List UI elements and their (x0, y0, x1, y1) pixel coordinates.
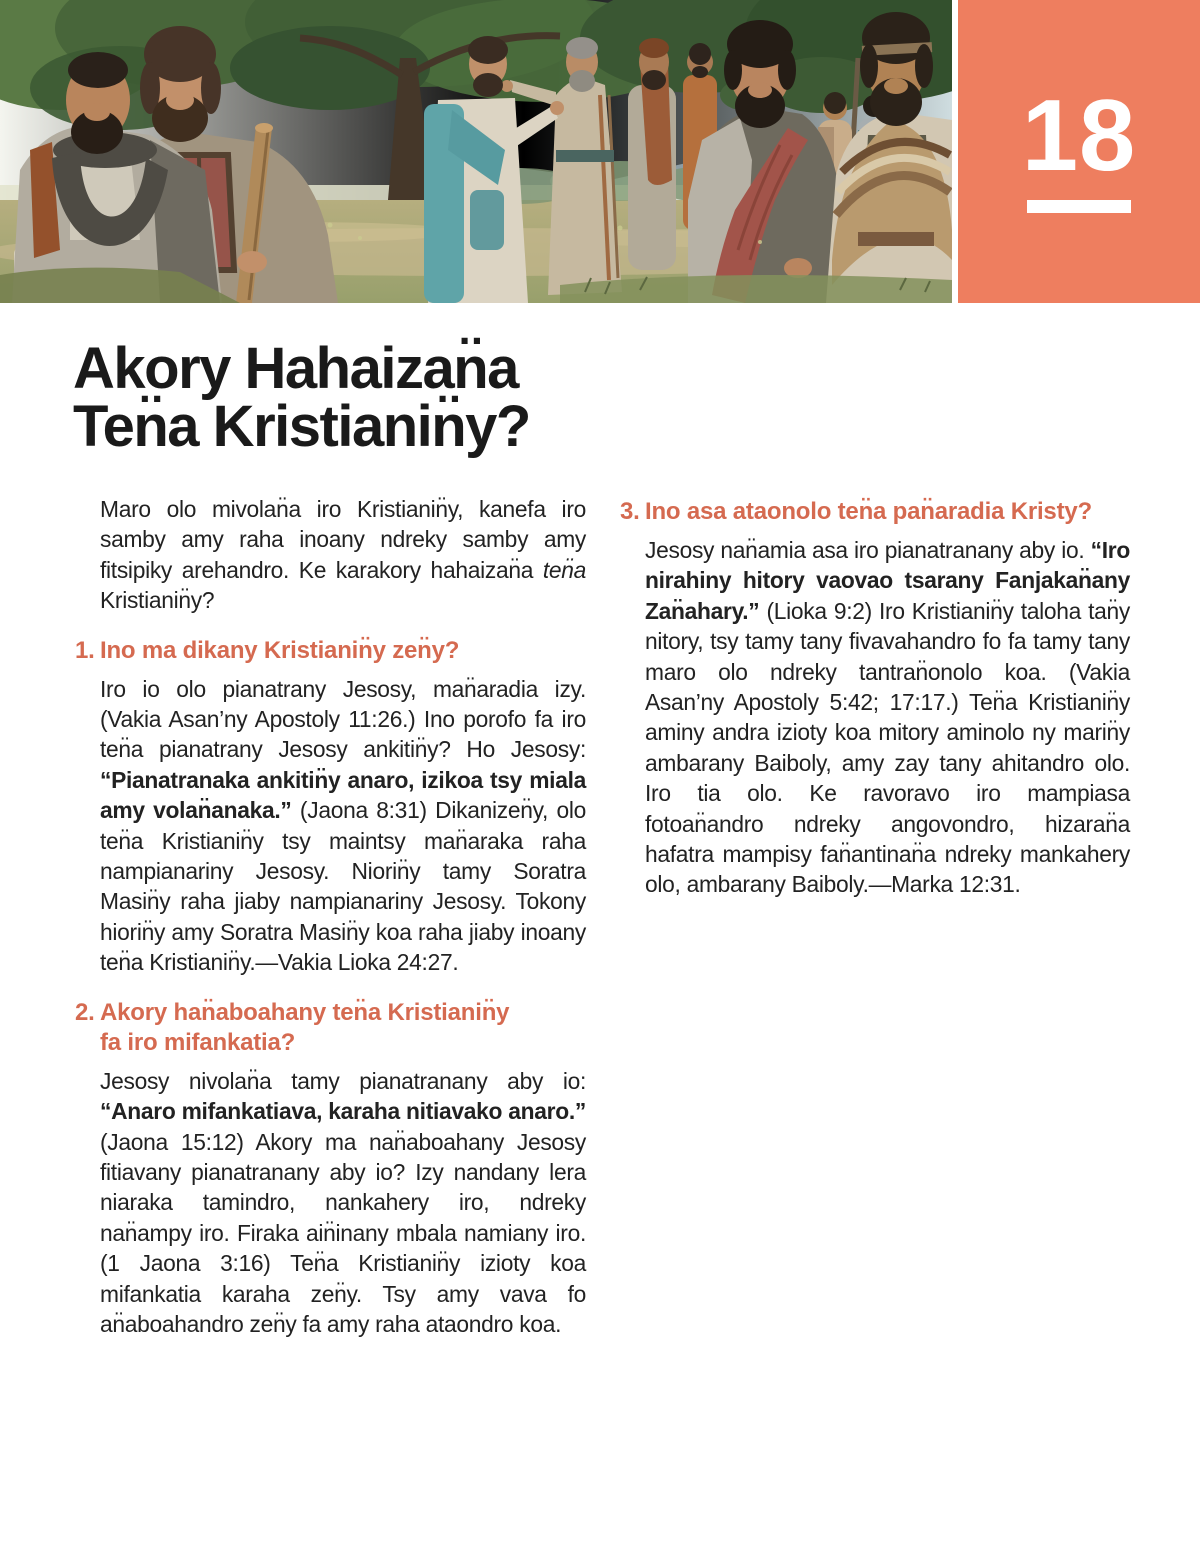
left-column (75, 494, 586, 1339)
question-1-paragraph: Iro io olo pianatrany Jesosy, man̈aradia izy. (Vakia Asan’ny Apostoly 11:26.) Ino porofo fa iro ten̈a pianatrany Jesosy ankitin̈y? Ho Jesosy: “Pianatranaka ankitin̈y anaro, izikoa tsy miala amy volan̈anaka.” (Jaona 8:31) Dikanizen̈y, olo ten̈a Kristianin̈y tsy maintsy man̈araka raha nampianariny Jesosy. Niorin̈y tamy Soratra Masin̈y raha jiaby nampianariny Jesosy. Tokony hiorin̈y amy Soratra Masin̈y koa raha jiaby inoany ten̈a Kristianin̈y.—Vakia Lioka 24:27. (100, 675, 586, 976)
header-photo (0, 0, 952, 303)
intro-paragraph: Maro olo mivolan̈a iro Kristianin̈y, kanefa iro samby amy raha inoany ndreky samby amy fitsipiky arehandro. Ke karakory hahaizan̈a ten̈a Kristianin̈y? (100, 496, 586, 614)
question-2-heading: 2. Akory han̈aboahany ten̈a Kristianin̈y fa iro mifankatia? (75, 998, 510, 1056)
lesson-number: 18 (1021, 80, 1137, 192)
lesson-number-underline (1027, 200, 1131, 213)
question-3-heading: 3. Ino asa ataonolo ten̈a pan̈aradia Kristy? (620, 498, 1092, 525)
section-3 (620, 497, 1130, 900)
section-1 (75, 636, 586, 978)
lesson-number-badge (958, 0, 1200, 303)
disciples-walking-scene (0, 0, 952, 303)
question-1-heading: 1. Ino ma dikany Kristianin̈y zen̈y? (75, 636, 460, 664)
question-2-paragraph: Jesosy nivolan̈a tamy pianatranany aby io: “Anaro mifankatiava, karaha nitiavako anaro.” (Jaona 15:12) Akory ma nan̈aboahany Jesosy fitiavany pianatranany aby io? Izy nandany lera niaraka tamindro, nankahery iro, ndreky nan̈ampy iro. Firaka ain̈inany mbala namiany iro. (1 Jaona 3:16) Ten̈a Kristianin̈y izioty koa mifankatia karaha zen̈y. Tsy amy vava fo an̈aboahandro zen̈y fa amy raha ataondro koa. (100, 1067, 586, 1337)
question-1-number: 1. (75, 636, 95, 664)
page-title-line2: Ten̈a Kristianin̈y? (73, 394, 530, 459)
question-3-paragraph: Jesosy nan̈amia asa iro pianatranany aby io. “Iro nirahiny hitory vaovao tsarany Fanjakan̈any Zan̈ahary.” (Lioka 9:2) Iro Kristianin̈y taloha tan̈y nitory, tsy tamy tany fivavahandro fo fa tamy tany maro olo ndreky tantran̈onolo koa. (Vakia Asan’ny Apostoly 5:42; 17:17.) Ten̈a Kristianin̈y aminy andra izioty koa mitory aminolo ny marin̈y ambarany Baiboly, amy zay tany ahitandro olo. Iro tia olo. Ke ravoravo iro mampiasa fotoan̈andro ndreky angovondro, hizaran̈a hafatra mampisy fan̈antinan̈a ndreky mankahery olo, ambarany Baiboly.—Marka 12:31. (645, 537, 1130, 898)
section-2 (75, 998, 586, 1340)
right-column (620, 497, 1130, 900)
page-title-line1: Akory Hahaizan̈a (73, 336, 518, 401)
page-title (73, 336, 530, 459)
question-2-number: 2. (75, 998, 95, 1026)
question-3-number: 3. (620, 498, 640, 525)
